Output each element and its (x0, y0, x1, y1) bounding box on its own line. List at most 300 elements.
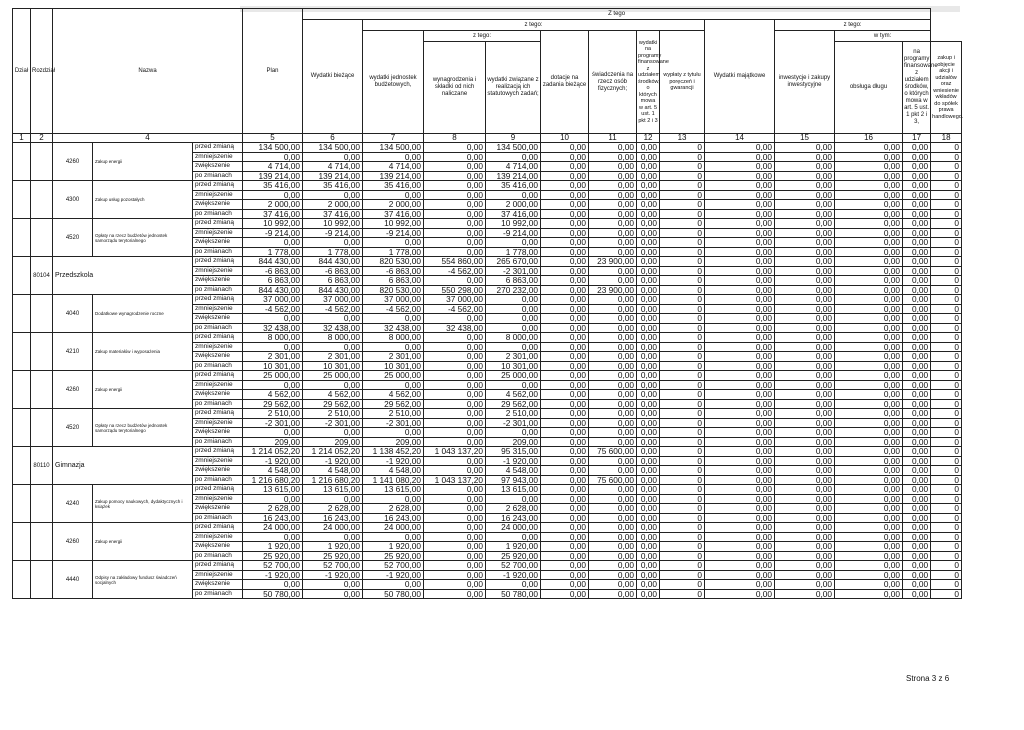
cell-row-label: zwiększenie (193, 390, 243, 400)
col-programy-inw: na programy finansowane z udziałem środków, o których mowa w art. 5 ust. 1 pkt 2 i 3, (903, 42, 931, 134)
cell-value: 0 (660, 380, 705, 390)
cell-row-label: zmniejszenie (193, 266, 243, 276)
cell-value: 0,00 (589, 580, 637, 590)
cell-value: 0,00 (637, 504, 660, 514)
cell-value: 0 (931, 276, 962, 286)
cell-value: -4 562,00 (363, 304, 424, 314)
cell-rozdzial: 80110 (31, 447, 53, 485)
cell-value: 8 000,00 (303, 333, 363, 343)
cell-value: 0,00 (775, 466, 835, 476)
cell-value: 6 863,00 (303, 276, 363, 286)
cell-value: 0,00 (705, 152, 775, 162)
cell-value: 37 416,00 (486, 209, 541, 219)
cell-value: 0,00 (637, 390, 660, 400)
column-number: 4 (53, 134, 243, 143)
cell-value: 75 600,00 (589, 447, 637, 457)
column-number: 12 (637, 134, 660, 143)
col-wydatki-zwiazane: wydatki związane z realizacją ich statutowych zadań; (486, 42, 541, 134)
cell-row-label: zwiększenie (193, 238, 243, 248)
cell-value: -9 214,00 (486, 228, 541, 238)
cell-value: 2 000,00 (303, 200, 363, 210)
cell-value: 0,00 (903, 580, 931, 590)
cell-value: 0,00 (541, 523, 589, 533)
table-header (13, 9, 962, 143)
cell-value: 0 (660, 589, 705, 599)
cell-value: 0,00 (705, 428, 775, 438)
cell-value: 0,00 (775, 171, 835, 181)
cell-row-label: zmniejszenie (193, 304, 243, 314)
cell-row-label: zmniejszenie (193, 494, 243, 504)
cell-value: 0,00 (775, 152, 835, 162)
cell-value: 0,00 (243, 580, 303, 590)
cell-value: 0,00 (589, 314, 637, 324)
cell-row-label: zmniejszenie (193, 152, 243, 162)
cell-value: 0,00 (903, 247, 931, 257)
cell-value: 4 562,00 (303, 390, 363, 400)
cell-value: 0,00 (363, 580, 424, 590)
cell-value: 0,00 (705, 171, 775, 181)
cell-dzial (13, 257, 31, 295)
cell-value: 0 (931, 181, 962, 191)
cell-value: 0 (931, 551, 962, 561)
cell-value: 1 043 137,20 (424, 447, 486, 457)
cell-value: 0,00 (303, 580, 363, 590)
cell-value: 0,00 (903, 371, 931, 381)
cell-value: 0,00 (424, 152, 486, 162)
cell-value: 0,00 (775, 580, 835, 590)
col-obsluga-dlugu: obsługa długu (835, 42, 903, 134)
cell-value: 0,00 (363, 190, 424, 200)
cell-value: 0,00 (424, 513, 486, 523)
cell-value: 95 315,00 (486, 447, 541, 457)
cell-value: 0,00 (541, 352, 589, 362)
cell-value: 0,00 (424, 551, 486, 561)
cell-value: 37 000,00 (243, 295, 303, 305)
cell-value: 0,00 (903, 209, 931, 219)
cell-value: 270 232,00 (486, 285, 541, 295)
cell-value: 10 992,00 (243, 219, 303, 229)
cell-value: 52 700,00 (363, 561, 424, 571)
cell-value: 0,00 (705, 304, 775, 314)
cell-value: 0,00 (835, 152, 903, 162)
cell-row-label: zwiększenie (193, 580, 243, 590)
cell-value: 0,00 (637, 209, 660, 219)
cell-value: 0,00 (424, 228, 486, 238)
cell-value: 0,00 (363, 238, 424, 248)
cell-value: -9 214,00 (243, 228, 303, 238)
cell-value: 0,00 (903, 551, 931, 561)
cell-value: 0,00 (903, 428, 931, 438)
cell-value: 0,00 (835, 447, 903, 457)
cell-row-label: po zmianach (193, 399, 243, 409)
cell-value: 0,00 (903, 323, 931, 333)
cell-dzial (13, 371, 31, 409)
cell-value: 0,00 (705, 190, 775, 200)
cell-dzial (13, 447, 31, 485)
cell-value: 10 301,00 (486, 361, 541, 371)
cell-value: 0,00 (705, 143, 775, 153)
cell-value: 0,00 (303, 342, 363, 352)
cell-value: 0 (660, 276, 705, 286)
cell-value: 0,00 (424, 532, 486, 542)
cell-value: 0,00 (775, 323, 835, 333)
cell-value: -2 301,00 (303, 418, 363, 428)
cell-value: 0 (931, 143, 962, 153)
cell-row-label: przed zmianą (193, 333, 243, 343)
cell-value: 0,00 (835, 143, 903, 153)
column-number: 5 (243, 134, 303, 143)
cell-value: 0,00 (835, 466, 903, 476)
cell-value: 0,00 (486, 342, 541, 352)
cell-value: 0,00 (589, 371, 637, 381)
cell-value: 0,00 (424, 342, 486, 352)
budget-table (12, 8, 962, 599)
cell-value: 0,00 (589, 209, 637, 219)
cell-value: 0,00 (903, 475, 931, 485)
cell-value: 0,00 (903, 494, 931, 504)
cell-value: 0,00 (705, 247, 775, 257)
cell-value: 0,00 (835, 475, 903, 485)
cell-value: 0,00 (424, 504, 486, 514)
cell-value: -4 562,00 (243, 304, 303, 314)
cell-value: 0,00 (775, 304, 835, 314)
cell-value: 0,00 (424, 485, 486, 495)
cell-value: -1 920,00 (243, 570, 303, 580)
cell-value: 0 (931, 380, 962, 390)
cell-value: 0,00 (541, 238, 589, 248)
cell-value: 35 416,00 (486, 181, 541, 191)
cell-value: 209,00 (303, 437, 363, 447)
cell-value: 0,00 (775, 504, 835, 514)
cell-value: 0,00 (303, 238, 363, 248)
cell-value: 0,00 (541, 456, 589, 466)
cell-value: 23 900,00 (589, 257, 637, 267)
cell-value: 0,00 (705, 342, 775, 352)
cell-value: 0,00 (903, 171, 931, 181)
cell-rozdzial (31, 409, 53, 447)
cell-value: 0,00 (835, 409, 903, 419)
cell-value: 0,00 (541, 361, 589, 371)
cell-value: 0,00 (243, 494, 303, 504)
cell-value: 0,00 (424, 352, 486, 362)
cell-value: 6 863,00 (243, 276, 303, 286)
col-swiadczenia: świadczenia na rzecz osób fizycznych; (589, 31, 637, 134)
cell-value: 25 000,00 (303, 371, 363, 381)
cell-paragraf-name: Opłaty na rzecz budżetów jednostek samorządu terytorialnego (93, 219, 193, 257)
cell-value: 0,00 (835, 162, 903, 172)
cell-value: 0,00 (903, 152, 931, 162)
cell-value: 0,00 (835, 513, 903, 523)
cell-value: 0 (660, 219, 705, 229)
cell-row-label: po zmianach (193, 247, 243, 257)
col-wydatki-majatkowe: Wydatki majątkowe (705, 20, 775, 134)
cell-value: 0,00 (541, 532, 589, 542)
col-wynagrodzenia: wynagrodzenia i składki od nich naliczane (424, 42, 486, 134)
cell-value: 0,00 (363, 342, 424, 352)
cell-value: 0 (931, 390, 962, 400)
cell-value: 0,00 (705, 589, 775, 599)
cell-value: 10 301,00 (243, 361, 303, 371)
cell-value: 2 628,00 (243, 504, 303, 514)
cell-value: 0,00 (903, 295, 931, 305)
cell-value: 0 (660, 475, 705, 485)
table-row (13, 333, 962, 343)
cell-rozdzial (31, 561, 53, 599)
cell-value: 0,00 (589, 266, 637, 276)
cell-rozdzial: 80104 (31, 257, 53, 295)
table-row (13, 143, 962, 153)
cell-value: 0 (660, 456, 705, 466)
cell-value: 0,00 (903, 361, 931, 371)
cell-value: 0,00 (243, 238, 303, 248)
cell-value: 0 (931, 342, 962, 352)
cell-value: 50 780,00 (363, 589, 424, 599)
cell-value: 0,00 (541, 143, 589, 153)
cell-value: 0,00 (424, 333, 486, 343)
cell-value: 0,00 (589, 428, 637, 438)
cell-rozdzial (31, 523, 53, 561)
cell-value: 0,00 (541, 418, 589, 428)
cell-value: 2 510,00 (363, 409, 424, 419)
cell-value: 0,00 (424, 380, 486, 390)
cell-row-label: po zmianach (193, 589, 243, 599)
cell-row-label: zmniejszenie (193, 380, 243, 390)
cell-value: 37 000,00 (363, 295, 424, 305)
cell-value: 0,00 (903, 542, 931, 552)
cell-value: 25 920,00 (303, 551, 363, 561)
cell-row-label: przed zmianą (193, 257, 243, 267)
cell-value: 0,00 (637, 342, 660, 352)
cell-value: 1 920,00 (363, 542, 424, 552)
cell-value: 0,00 (424, 200, 486, 210)
cell-value: 52 700,00 (243, 561, 303, 571)
cell-value: 0,00 (835, 589, 903, 599)
cell-value: 0,00 (363, 532, 424, 542)
cell-value: 0,00 (705, 437, 775, 447)
cell-value: 0,00 (705, 399, 775, 409)
cell-value: 0,00 (589, 238, 637, 248)
cell-value: 0,00 (835, 238, 903, 248)
cell-value: 0,00 (424, 570, 486, 580)
cell-value: 0,00 (903, 570, 931, 580)
cell-value: 0,00 (637, 190, 660, 200)
cell-value: 1 138 452,20 (363, 447, 424, 457)
cell-value: 1 043 137,20 (424, 475, 486, 485)
cell-row-label: po zmianach (193, 437, 243, 447)
cell-value: 0,00 (303, 380, 363, 390)
cell-value: 0,00 (705, 523, 775, 533)
cell-value: 0,00 (637, 513, 660, 523)
cell-value: 0 (931, 580, 962, 590)
cell-value: 0,00 (486, 323, 541, 333)
cell-value: 0,00 (486, 428, 541, 438)
cell-value: 0,00 (424, 542, 486, 552)
cell-value: 0,00 (775, 542, 835, 552)
cell-value: 0,00 (541, 276, 589, 286)
cell-value: 35 416,00 (303, 181, 363, 191)
cell-value: 0,00 (775, 418, 835, 428)
cell-value: 10 992,00 (303, 219, 363, 229)
cell-value: 844 430,00 (303, 285, 363, 295)
cell-value: 0,00 (637, 542, 660, 552)
cell-value: 0,00 (835, 352, 903, 362)
cell-value: 0,00 (541, 494, 589, 504)
cell-value: 1 216 680,20 (303, 475, 363, 485)
cell-value: 25 000,00 (486, 371, 541, 381)
cell-value: 820 530,00 (363, 285, 424, 295)
cell-value: 0,00 (541, 162, 589, 172)
cell-value: 1 778,00 (363, 247, 424, 257)
cell-value: 24 000,00 (303, 523, 363, 533)
cell-value: -1 920,00 (363, 570, 424, 580)
cell-value: 0,00 (835, 551, 903, 561)
column-number: 1 (13, 134, 31, 143)
cell-value: 0,00 (903, 437, 931, 447)
cell-value: -4 562,00 (424, 304, 486, 314)
cell-value: 0,00 (486, 494, 541, 504)
cell-value: 0 (660, 209, 705, 219)
col-z-tego-jednostek: z tego: (424, 31, 541, 42)
cell-value: 0 (931, 190, 962, 200)
cell-value: 10 992,00 (363, 219, 424, 229)
cell-value: 0 (931, 513, 962, 523)
cell-value: 0,00 (835, 371, 903, 381)
cell-value: 0,00 (541, 171, 589, 181)
cell-value: -1 920,00 (303, 570, 363, 580)
cell-value: 0,00 (903, 257, 931, 267)
cell-value: 0 (660, 428, 705, 438)
cell-rozdzial (31, 143, 53, 181)
cell-dzial (13, 523, 31, 561)
cell-value: -2 301,00 (486, 418, 541, 428)
cell-value: 134 500,00 (243, 143, 303, 153)
col-inwestycje: inwestycje i zakupy inwestycyjne (775, 31, 835, 134)
table-row (13, 371, 962, 381)
cell-value: 0 (931, 371, 962, 381)
cell-value: 0,00 (903, 352, 931, 362)
cell-value: 0 (931, 494, 962, 504)
cell-value: 0,00 (424, 456, 486, 466)
cell-value: 0,00 (589, 513, 637, 523)
cell-value: 0,00 (541, 542, 589, 552)
cell-value: 0,00 (637, 418, 660, 428)
cell-dzial (13, 409, 31, 447)
cell-value: 0,00 (775, 228, 835, 238)
cell-value: 134 500,00 (486, 143, 541, 153)
cell-value: -1 920,00 (303, 456, 363, 466)
cell-value: 0,00 (903, 513, 931, 523)
cell-value: 0,00 (835, 580, 903, 590)
cell-value: 0,00 (424, 428, 486, 438)
cell-value: 0,00 (903, 466, 931, 476)
cell-rozdzial (31, 333, 53, 371)
cell-rozdzial (31, 219, 53, 257)
cell-value: 0,00 (775, 314, 835, 324)
cell-value: 0 (660, 257, 705, 267)
cell-value: 0,00 (486, 380, 541, 390)
cell-value: 0,00 (637, 428, 660, 438)
cell-value: 16 243,00 (486, 513, 541, 523)
cell-paragraf: 4260 (53, 523, 93, 561)
cell-value: 0,00 (903, 532, 931, 542)
cell-value: 0,00 (903, 342, 931, 352)
cell-value: 0,00 (705, 485, 775, 495)
cell-paragraf-name: Odpisy na zakładowy fundusz świadczeń socjalnych (93, 561, 193, 599)
cell-dzial (13, 295, 31, 333)
cell-value: 0,00 (486, 314, 541, 324)
cell-value: 0,00 (589, 190, 637, 200)
cell-value: 0,00 (637, 143, 660, 153)
cell-value: 0,00 (541, 190, 589, 200)
cell-value: 10 992,00 (486, 219, 541, 229)
cell-value: 0,00 (705, 561, 775, 571)
cell-value: 0,00 (775, 447, 835, 457)
cell-value: 0,00 (541, 323, 589, 333)
cell-value: 0,00 (705, 238, 775, 248)
cell-value: 0,00 (424, 314, 486, 324)
cell-value: 0,00 (637, 257, 660, 267)
cell-value: 0,00 (775, 532, 835, 542)
cell-value: 2 301,00 (243, 352, 303, 362)
cell-value: 0,00 (775, 276, 835, 286)
cell-value: 0,00 (705, 266, 775, 276)
cell-value: 0,00 (424, 390, 486, 400)
cell-value: 0 (660, 247, 705, 257)
cell-value: 0,00 (903, 304, 931, 314)
cell-value: 0,00 (303, 532, 363, 542)
col-plan: Plan (243, 9, 303, 134)
cell-value: 0,00 (903, 276, 931, 286)
cell-value: 0,00 (637, 171, 660, 181)
cell-value: 0 (931, 266, 962, 276)
cell-value: 0,00 (637, 219, 660, 229)
col-wyplaty: wypłaty z tytułu poręczeń i gwarancji (660, 31, 705, 134)
cell-value: 0,00 (835, 380, 903, 390)
cell-value: 0 (931, 428, 962, 438)
cell-value: 0 (931, 323, 962, 333)
cell-value: 2 000,00 (243, 200, 303, 210)
cell-value: 0,00 (903, 181, 931, 191)
cell-value: 0,00 (424, 181, 486, 191)
cell-value: 0,00 (775, 209, 835, 219)
cell-value: 0 (931, 399, 962, 409)
cell-value: 0 (660, 342, 705, 352)
cell-value: 0,00 (775, 352, 835, 362)
cell-value: 1 778,00 (486, 247, 541, 257)
cell-value: 0 (660, 523, 705, 533)
cell-value: 13 615,00 (363, 485, 424, 495)
cell-value: 0,00 (541, 399, 589, 409)
cell-value: 0 (660, 551, 705, 561)
cell-value: 0,00 (637, 371, 660, 381)
cell-value: 0,00 (637, 399, 660, 409)
cell-value: 0,00 (775, 200, 835, 210)
cell-value: 0 (660, 266, 705, 276)
cell-value: 29 562,00 (486, 399, 541, 409)
cell-value: -2 301,00 (486, 266, 541, 276)
cell-value: 0,00 (303, 428, 363, 438)
cell-value: 32 438,00 (243, 323, 303, 333)
cell-value: 0,00 (424, 466, 486, 476)
cell-value: 13 615,00 (303, 485, 363, 495)
cell-value: 0 (660, 190, 705, 200)
cell-dzial (13, 561, 31, 599)
cell-value: 0 (660, 162, 705, 172)
cell-rozdzial-name: Przedszkola (53, 257, 193, 295)
cell-value: 0,00 (705, 333, 775, 343)
cell-value: 0,00 (705, 475, 775, 485)
cell-value: 4 714,00 (486, 162, 541, 172)
